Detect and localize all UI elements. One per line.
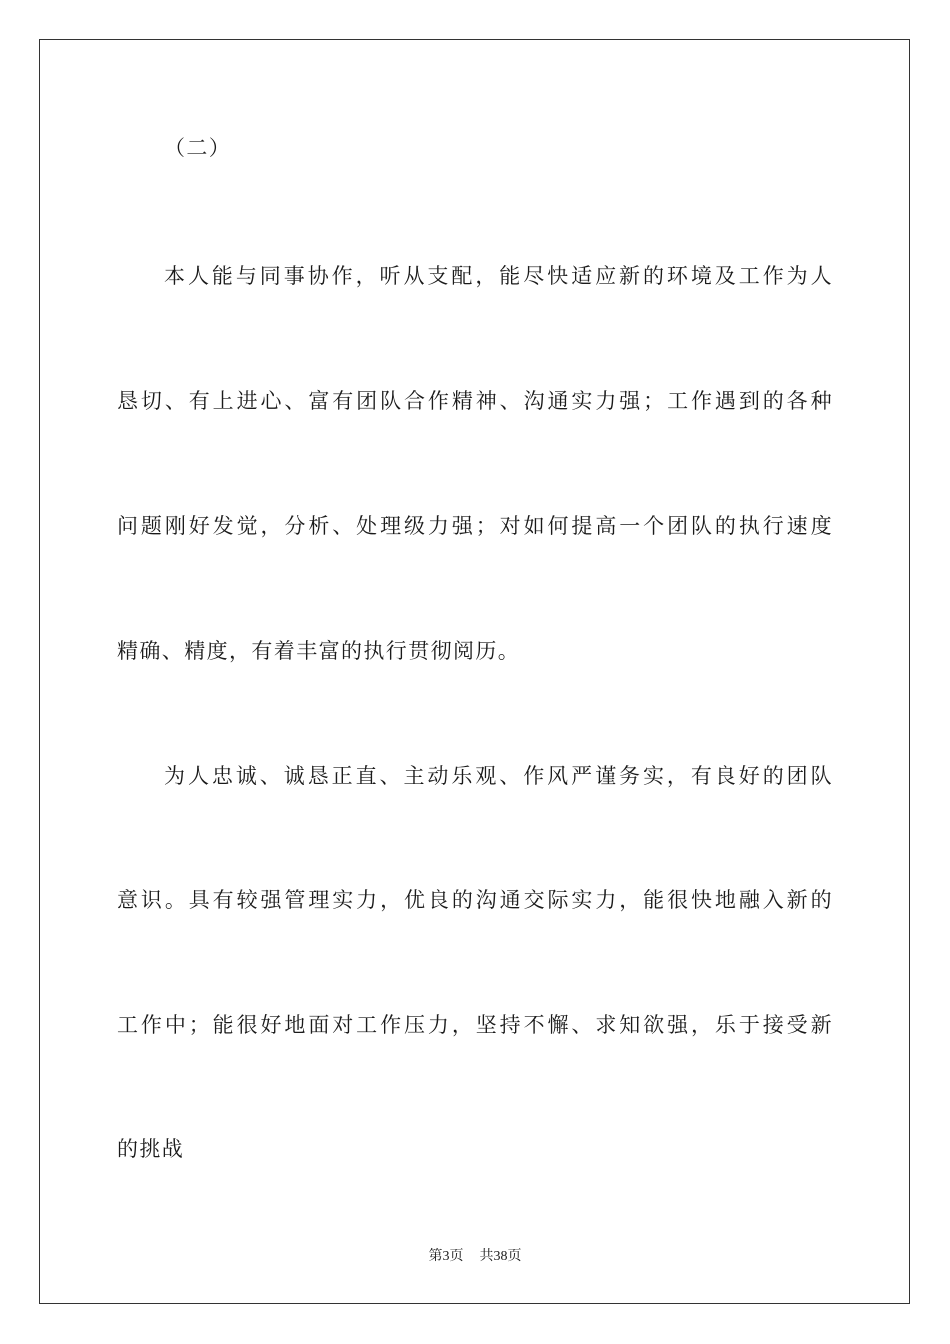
paragraph2-line-3: 工作中；能很好地面对工作压力，坚持不懈、求知欲强，乐于接受新 bbox=[117, 1013, 833, 1037]
page-border bbox=[39, 39, 910, 1304]
paragraph1-line-1: 本人能与同事协作，听从支配，能尽快适应新的环境及工作为人 bbox=[164, 264, 833, 288]
paragraph2-line-1: 为人忠诚、诚恳正直、主动乐观、作风严谨务实，有良好的团队 bbox=[164, 764, 833, 788]
paragraph2-line-2: 意识。具有较强管理实力，优良的沟通交际实力，能很快地融入新的 bbox=[117, 888, 833, 912]
total-page-count: 共38页 bbox=[479, 1249, 522, 1264]
paragraph1-line-4: 精确、精度，有着丰富的执行贯彻阅历。 bbox=[117, 639, 521, 663]
paragraph2-line-4: 的挑战 bbox=[117, 1137, 185, 1161]
section-heading: （二） bbox=[164, 136, 232, 160]
paragraph1-line-2: 恳切、有上进心、富有团队合作精神、沟通实力强；工作遇到的各种 bbox=[117, 389, 833, 413]
paragraph1-line-3: 问题刚好发觉，分析、处理级力强；对如何提高一个团队的执行速度 bbox=[117, 514, 833, 538]
current-page-number: 第3页 bbox=[428, 1249, 464, 1264]
page-footer bbox=[0, 1247, 950, 1267]
